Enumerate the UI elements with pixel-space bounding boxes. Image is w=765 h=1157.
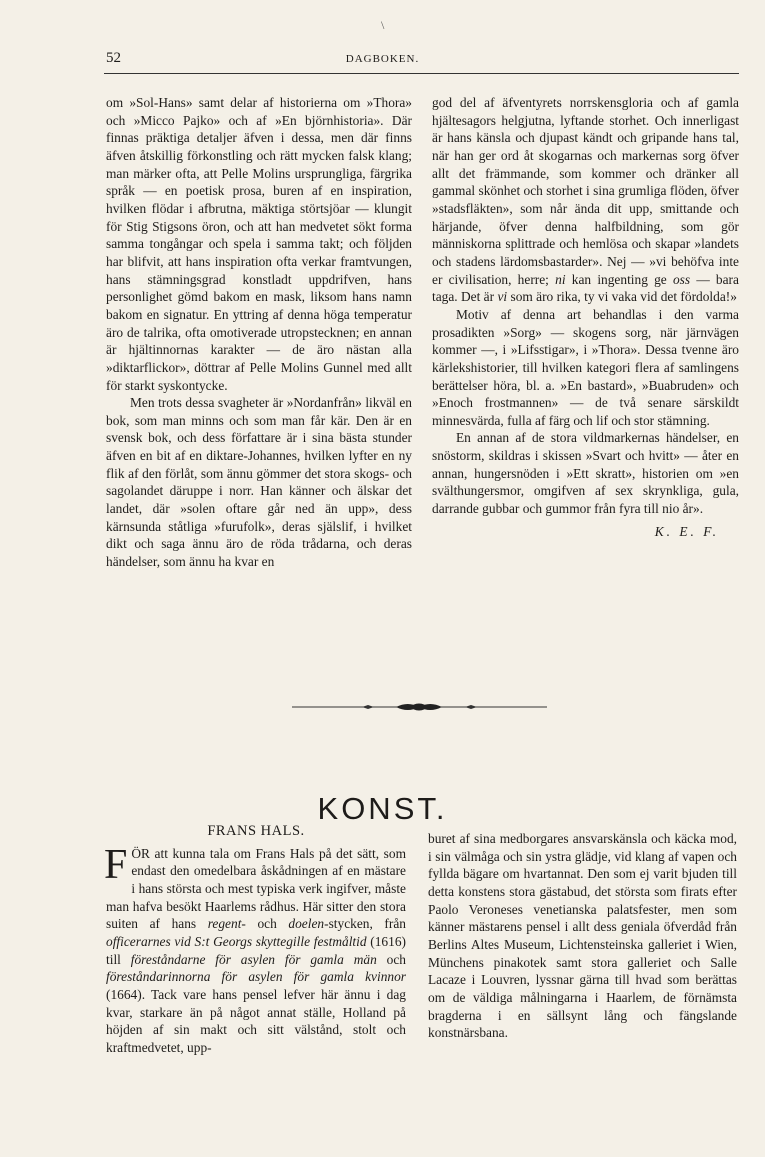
review-left-column [106, 94, 412, 571]
review-paragraph: god del af äfventyrets norrskensgloria och af gamla hjältesagors helgjutna, lyftande storhet. Och innerligast är hans känsla och djupast kändt och gripande hans tal, när han ger ord åt skogarnas och markernas sorg öfver allt det främmande, som kommer och dränker all gammal skönhet och storhet i sina grumliga flöden, öfver »stadsfläkten», som når ända dit upp, smittande och härjande, öfver denna halfbildning, som gör människorna splittrade och hemlösa och skapar »landets och stadens lärdomsbastarder». Nej — »vi behöfva inte er civilisation, herre; ni kan ingenting ge oss — bara taga. Det är vi som äro rika, ty vi vaka vid det fördolda!» [432, 95, 739, 305]
emphasis: ni [555, 271, 566, 287]
section-ornament [292, 700, 547, 714]
review-right-column [432, 94, 739, 540]
section-title: KONST. [317, 790, 448, 826]
review-signature: K. E. F. [654, 523, 719, 539]
running-head: DAGBOKEN. [345, 53, 420, 65]
review-paragraph: Men trots dessa svagheter är »Nordanfrån» likväl en bok, som man minns och som man får kär. Den är en svensk bok, och dess författare är i sina bästa stunder äfven en bit af en diktare-Johannes, hvilken lyfter en ny flik af den förlåt, som ännu gömmer det stora skogs- och sagolandet däruppe i norr. Han känner och älskar det landet, där »solen oftare går ned än upp», dess kärnsunda ståtliga »furufolk», deras själslif, i hvilket dikt och saga ännu äro de röda trådarna, och deras händelser, som ännu ha kvar en [106, 395, 412, 570]
review-paragraph: Motiv af denna art behandlas i den varma prosadikten »Sorg» — skogens sorg, när järnvägen kommer —, i »Lifsstigar», i »Thora». Dessa tvenne äro kärlekshistorier, till hvilken kategori flera af samlingens berättelser höra, bl. a. »En bastard», »Buabruden» och »Enoch frostmannen» — de två senare särskildt minnesvärda, fulla af färg och lif och stor stämning. [432, 306, 739, 428]
article-subtitle: FRANS HALS. [207, 823, 305, 839]
header-rule [104, 73, 739, 74]
drop-cap: F [104, 841, 128, 888]
article-right-column [428, 830, 737, 1042]
page-number: 52 [106, 50, 121, 66]
review-paragraph: om »Sol-Hans» samt delar af historierna om »Thora» och »Micco Pajko» och af »En björnhistoria». Där finnas präktiga detaljer äfven i dessa, men där finns äfven åtskillig förkonstling och rätt mycken falsk klang; man märker ofta, att Pelle Molins ursprungliga, färgrika språk — en poetisk prosa, buren af en inspiration, hvilken flödar i afbrutna, mäktiga störtsjöar — klungit för Stig Stigsons öron, och att han medvetet sökt forma samma tongångar och spela i samma takt; och följden har blifvit, att hans inspiration ofta verkar framtvungen, hans stämningsgrad konstladt uppdrifven, hans personlighet gömd bakom en mask, liksom hans namn bakom en signatur. En yttring af denna höga temperatur äro de talrika, ofta omotiverade utropstecknen; en annan är hjältinnornas karakter — de äro nästan alla »diktarflickor», döttrar af Pelle Molins Gunnel med allt för starkt syskontycke. [106, 95, 412, 393]
article-left-column [106, 823, 406, 1057]
review-paragraph: En annan af de stora vildmarkernas händelser, en snöstorm, skildras i skissen »Svart och hvitt» — åter en annan, hungersnöden i »Ett skratt», historien om »en svälthungersmor, omgifven af sex skrynkliga, gula, darrande gubbar och gummor från fyra till nio år». [432, 430, 739, 517]
emphasis: oss [672, 271, 691, 287]
article-paragraph: F ÖR att kunna tala om Frans Hals på det sätt, som endast den omedelbara åskådningen af en mästare i hans största och mest typiska verk ingifver, måste man hafva besökt Haarlems rådhus. Här sitter den stora suiten af hans regent- och doelen-stycken, från officerarnes vid S:t Georgs skyttegille festmåltid (1616) till föreståndarne för asylen för gamla män och föreståndarinnorna för asylen för gamla kvinnor (1664). Tack vare hans pensel lefver här ännu i dag kvar, starkare än på något annat ställe, Holland på höjden af sin makt och sitt välstånd, stolt och kraftmedvetet, upp- [104, 841, 406, 1055]
article-paragraph: buret af sina medborgares ansvarskänsla och käcka mod, i sin välmåga och sin ystra glädje, vid klang af vapen och fyllda bägare om hvartannat. Den som ej varit bjuden till detta konstens stora gästabud, det största som firats efter Paolo Veroneses venetianska palatsfester, men som känner mästarens pensel i allt dess geniala öfverdåd från Berlins Altes Museum, Lichtensteinska galleriet i Wien, Münchens pinakotek samt stora galleriet och Salle Lacaze i Louvren, lyssnar gärna till hvad som berättas om de väldiga målningarna i Haarlem, de förnämsta bragderna i en sällsynt lång och fängslande konstnärsbana. [428, 831, 737, 1041]
painting-title: föreståndarinnorna för asylen för gamla kvinnor [106, 969, 406, 985]
painting-title: föreståndarne för asylen för gamla män [130, 951, 377, 967]
page-mark: \ [381, 18, 385, 32]
painting-title: officerarnes vid S:t Georgs skyttegille festmåltid [106, 933, 367, 949]
emphasis: vi [497, 289, 508, 305]
